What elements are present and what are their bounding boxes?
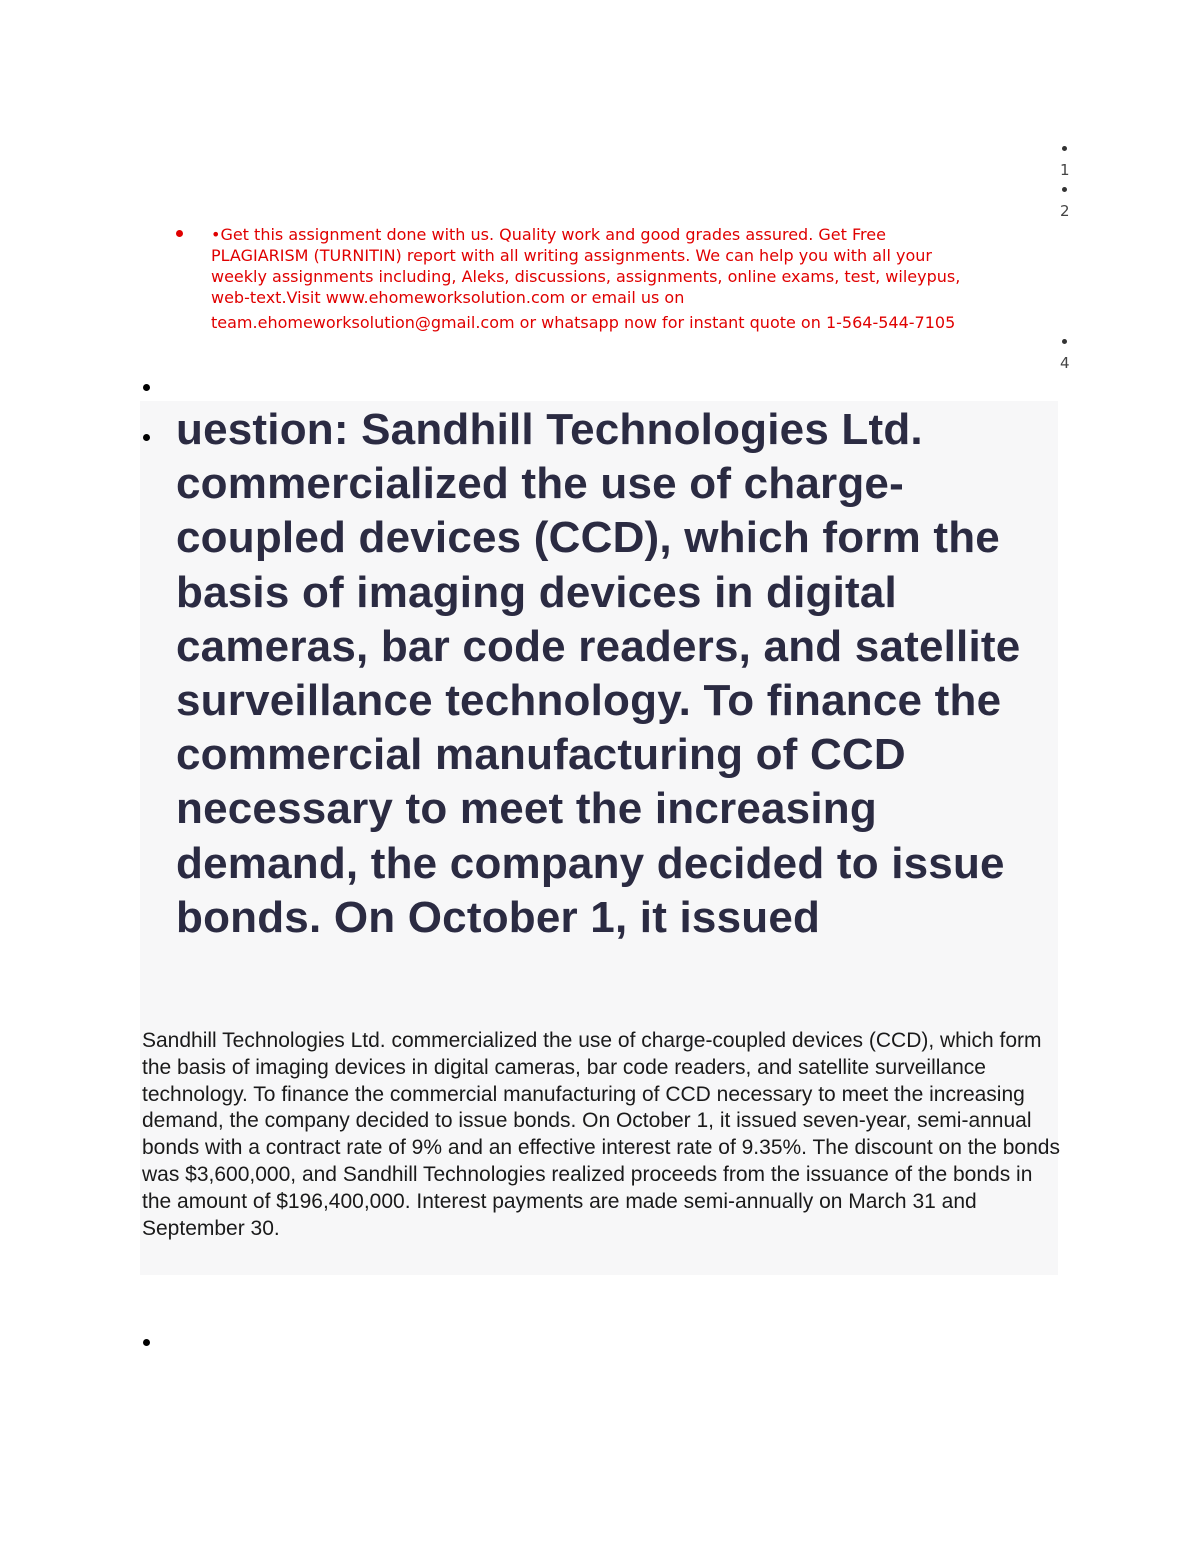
question-body: Sandhill Technologies Ltd. commercialized the use of charge-coupled devices (CCD), which form the basis of imaging devices in digital cameras, bar code readers, and satellite surveillance technology. To finance the commercial manufacturing of CCD necessary to meet the increasing demand, the company decided to issue bonds. On October 1, it issued seven-year, semi-annual bonds with a contract rate of 9% and an effective interest rate of 9.35%. The discount on the bonds was $3,600,000, and Sandhill Technologies realized proceeds from the issuance of the bonds in the amount of $196,400,000. Interest payments are made semi-annually on March 31 and September 30.: [142, 1029, 1060, 1240]
list-bullet: [143, 1339, 150, 1346]
page-list-bullet: [1062, 187, 1067, 192]
page-list-bullet: [1062, 146, 1067, 151]
ad-line-1: •Get this assignment done with us. Quality work and good grades assured. Get Free: [211, 225, 886, 244]
page-number-4[interactable]: 4: [1060, 354, 1070, 372]
page-number-2[interactable]: 2: [1060, 202, 1070, 220]
ad-line-3: weekly assignments including, Aleks, discussions, assignments, online exams, test, wileypus,: [211, 267, 961, 286]
ad-bullet: [176, 230, 183, 237]
ad-line-5: team.ehomeworksolution@gmail.com or whatsapp now for instant quote on 1-564-544-7105: [211, 313, 956, 332]
ad-line-2: PLAGIARISM (TURNITIN) report with all writing assignments. We can help you with all your: [211, 246, 932, 265]
ad-line-4: web-text.Visit www.ehomeworksolution.com or email us on: [211, 288, 685, 307]
page-number-1[interactable]: 1: [1060, 161, 1070, 179]
promo-ad-text: [211, 224, 1056, 333]
page-list-bullet: [1062, 339, 1067, 344]
question-title: uestion: Sandhill Technologies Ltd. commercialized the use of charge-coupled devices (CCD), which form the basis of imaging devices in digital cameras, bar code readers, and satellite surveillance technology. To finance the commercial manufacturing of CCD necessary to meet the increasing demand, the company decided to issue bonds. On October 1, it issued: [176, 405, 1021, 942]
list-bullet: [143, 384, 150, 391]
question-bullet: [143, 434, 150, 441]
